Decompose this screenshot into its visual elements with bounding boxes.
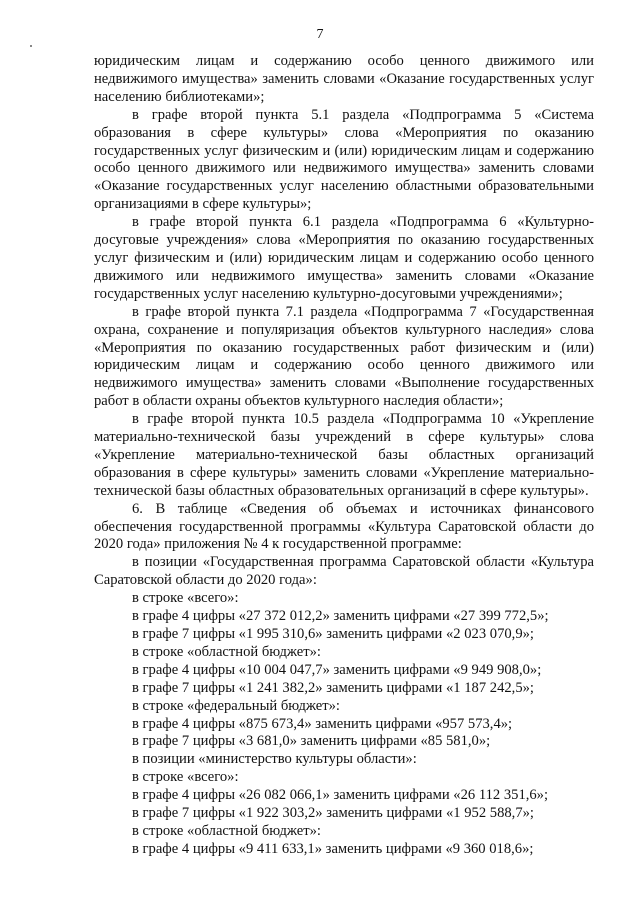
paragraph-continuation: юридическим лицам и содержанию особо ценного движимого или недвижимого имущества» заменить словами «Оказание государственных услуг населению библиотеками»; <box>94 53 594 105</box>
list-item: в позиции «министерство культуры области»: <box>132 751 417 768</box>
paragraph-item-10-5: в графе второй пункта 10.5 раздела «Подпрограмма 10 «Укрепление материально-технической базы учреждений в сфере культуры» слова «Укрепление материально-технической базы областных организаций образования в сфере культуры» заменить словами «Укрепление материально-технической базы областных образовательных организаций в сфере культуры». <box>94 411 594 499</box>
paragraph-section-6: 6. В таблице «Сведения об объемах и источниках финансового обеспечения государственной программы «Культура Саратовской области до 2020 года» приложения № 4 к государственной программе: <box>94 500 594 553</box>
paragraph-item-6-1: в графе второй пункта 6.1 раздела «Подпрограмма 6 «Культурно-досуговые учреждения» слова «Мероприятия по оказанию государственных услуг физическим и (или) юридическим лицам и содержанию особо ценного движимого или недвижимого имущества» заменить словами «Оказание государственных услуг населению культурно-досуговыми учреждениями»; <box>94 214 594 302</box>
document-body <box>94 53 594 859</box>
page-number: 7 <box>316 27 324 42</box>
list-item: в строке «областной бюджет»: <box>132 643 321 660</box>
list-item: в графе 4 цифры «10 004 047,7» заменить цифрами «9 949 908,0»; <box>132 661 542 678</box>
list-item: в графе 7 цифры «1 241 382,2» заменить цифрами «1 187 242,5»; <box>132 679 534 696</box>
paragraph-item-7-1: в графе второй пункта 7.1 раздела «Подпрограмма 7 «Государственная охрана, сохранение и популяризация объектов культурного наследия» слова «Мероприятия по оказанию государственных работ физическим и (или) юридическим лицам и содержанию особо ценного движимого или недвижимого имущества» заменить словами «Выполнение государственных работ в области охраны объектов культурного наследия области»; <box>94 303 594 410</box>
scan-speck <box>30 45 32 47</box>
list-item: в строке «федеральный бюджет»: <box>132 697 340 714</box>
list-item: в графе 4 цифры «875 673,4» заменить цифрами «957 573,4»; <box>132 715 513 732</box>
list-item: в графе 7 цифры «1 922 303,2» заменить цифрами «1 952 588,7»; <box>132 805 534 822</box>
paragraph-item-5-1: в графе второй пункта 5.1 раздела «Подпрограмма 5 «Система образования в сфере культуры» слова «Мероприятия по оказанию государственных услуг физическим и (или) юридическим лицам и содержанию особо ценного движимого или недвижимого имущества» заменить словами «Оказание государственных услуг населению областными образовательными организациями в сфере культуры»; <box>94 106 594 213</box>
list-item: в графе 4 цифры «26 082 066,1» заменить цифрами «26 112 351,6»; <box>132 787 549 804</box>
list-item: в строке «всего»: <box>132 769 239 786</box>
list-item: в графе 7 цифры «3 681,0» заменить цифрами «85 581,0»; <box>132 733 491 750</box>
list-item: в графе 7 цифры «1 995 310,6» заменить цифрами «2 023 070,9»; <box>132 626 534 642</box>
list-item: в графе 4 цифры «9 411 633,1» заменить цифрами «9 360 018,6»; <box>132 840 534 857</box>
list-item: в строке «областной бюджет»: <box>132 822 321 839</box>
paragraph-program-position: в позиции «Государственная программа Саратовской области «Культура Саратовской области до 2020 года»: <box>94 554 594 589</box>
list-item: в строке «всего»: <box>132 590 239 607</box>
list-item: в графе 4 цифры «27 372 012,2» заменить цифрами «27 399 772,5»; <box>132 608 549 625</box>
